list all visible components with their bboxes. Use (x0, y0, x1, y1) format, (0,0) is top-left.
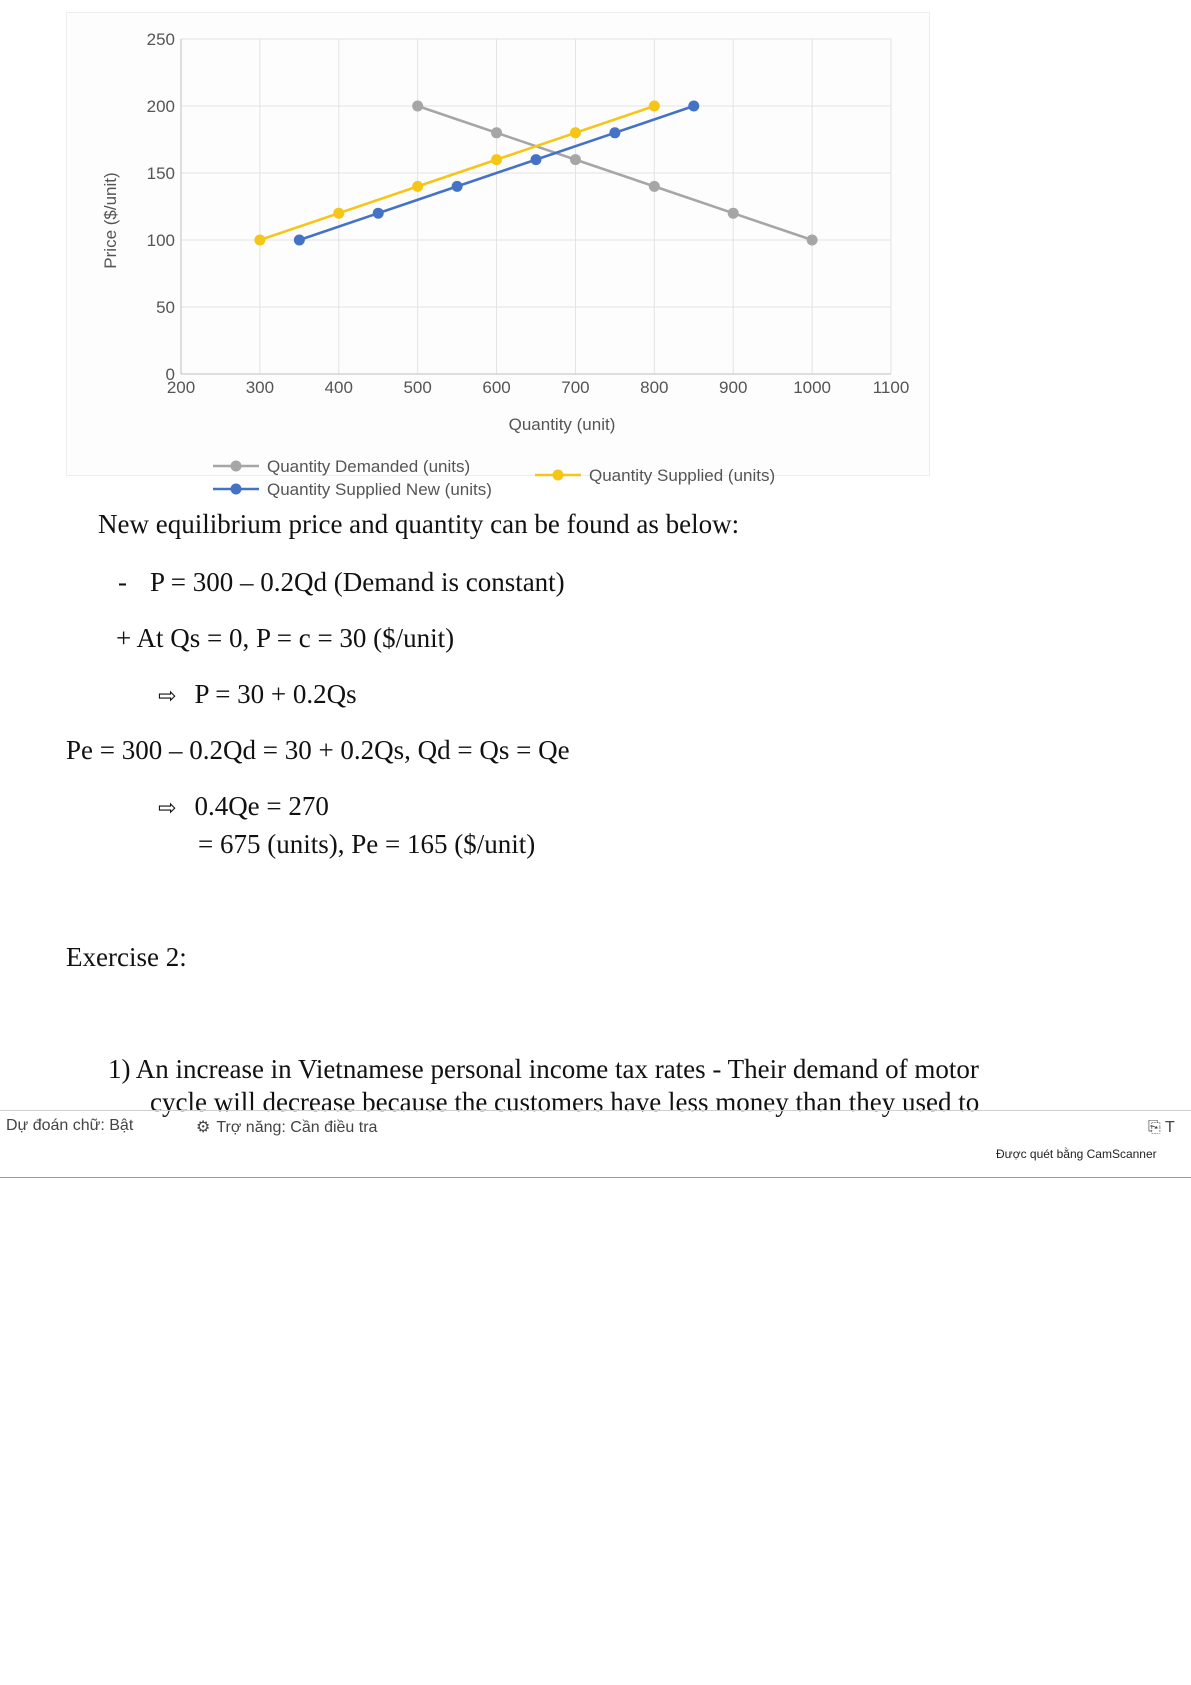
implies-arrow-icon: ⇨ (158, 796, 177, 821)
x-tick-label: 1100 (872, 378, 910, 397)
equilibrium-step-line (158, 790, 329, 825)
legend-marker (231, 484, 242, 495)
supply-equation-line (158, 678, 357, 713)
x-tick-label: 200 (166, 378, 196, 397)
price-quantity-chart (67, 13, 929, 499)
legend-label: Quantity Supplied New (units) (267, 480, 492, 499)
exercise-heading: Exercise 2: (66, 942, 187, 972)
y-tick-label: 250 (146, 30, 175, 49)
bullet-dash: - (118, 567, 127, 597)
equilibrium-condition: Pe = 300 – 0.2Qd = 30 + 0.2Qs, Qd = Qs = Qe (66, 735, 570, 765)
status-bar (0, 1110, 1191, 1136)
supply-equation: P = 30 + 0.2Qs (194, 679, 357, 709)
word-prediction-status[interactable]: Dự đoán chữ: Bật (6, 1117, 134, 1134)
focus-icon: ⎘ (1148, 1117, 1161, 1136)
data-point (452, 181, 463, 192)
x-tick-label: 400 (324, 378, 353, 397)
exercise-item-1-continuation: cycle will decrease because the customers have less money than they used to (150, 1087, 980, 1117)
exercise-item-1: 1) An increase in Vietnamese personal income tax rates - Their demand of motor (108, 1054, 979, 1084)
x-tick-label: 300 (245, 378, 275, 397)
y-tick-label: 50 (156, 298, 175, 317)
data-point (373, 208, 384, 219)
x-tick-label: 1000 (793, 378, 832, 397)
y-tick-label: 100 (146, 231, 175, 250)
x-tick-label: 500 (403, 378, 432, 397)
data-point (728, 208, 739, 219)
data-point (649, 101, 660, 112)
accessibility-icon: ⚙ (196, 1117, 211, 1136)
data-point (333, 208, 344, 219)
implies-arrow-icon: ⇨ (158, 684, 177, 709)
x-axis-title: Quantity (unit) (508, 415, 616, 434)
divider (0, 1177, 1191, 1178)
focus-mode-status[interactable]: ⎘ T (1148, 1117, 1175, 1136)
data-point (412, 101, 423, 112)
supply-intercept-line: + At Qs = 0, P = c = 30 ($/unit) (116, 623, 455, 653)
y-tick-label: 0 (165, 365, 175, 384)
data-point (649, 181, 660, 192)
data-point (412, 181, 423, 192)
chart-frame (66, 12, 930, 499)
equilibrium-step: 0.4Qe = 270 (194, 791, 329, 821)
equilibrium-result: = 675 (units), Pe = 165 ($/unit) (198, 829, 536, 859)
intro-text: New equilibrium price and quantity can be found as below: (98, 509, 740, 539)
data-point (688, 101, 699, 112)
x-tick-label: 700 (561, 378, 590, 397)
y-tick-label: 150 (146, 164, 175, 183)
legend-marker (231, 461, 242, 472)
demand-equation: P = 300 – 0.2Qd (Demand is constant) (150, 567, 565, 597)
data-point (294, 235, 305, 246)
legend-label: Quantity Demanded (units) (267, 457, 471, 476)
data-point (491, 127, 502, 138)
data-point (609, 127, 620, 138)
data-point (531, 154, 542, 165)
data-point (570, 127, 581, 138)
x-tick-label: 600 (482, 378, 511, 397)
y-tick-label: 200 (146, 97, 175, 116)
legend-label: Quantity Supplied (units) (589, 466, 776, 485)
data-point (570, 154, 581, 165)
data-point (807, 235, 818, 246)
camscanner-watermark: Được quét bằng CamScanner (996, 1147, 1157, 1161)
legend-marker (553, 470, 564, 481)
data-point (254, 235, 265, 246)
accessibility-status[interactable]: ⚙ Trợ năng: Cần điều tra (196, 1117, 378, 1136)
y-axis-title: Price ($/unit) (101, 172, 120, 269)
data-point (491, 154, 502, 165)
x-tick-label: 800 (640, 378, 669, 397)
x-tick-label: 900 (719, 378, 748, 397)
